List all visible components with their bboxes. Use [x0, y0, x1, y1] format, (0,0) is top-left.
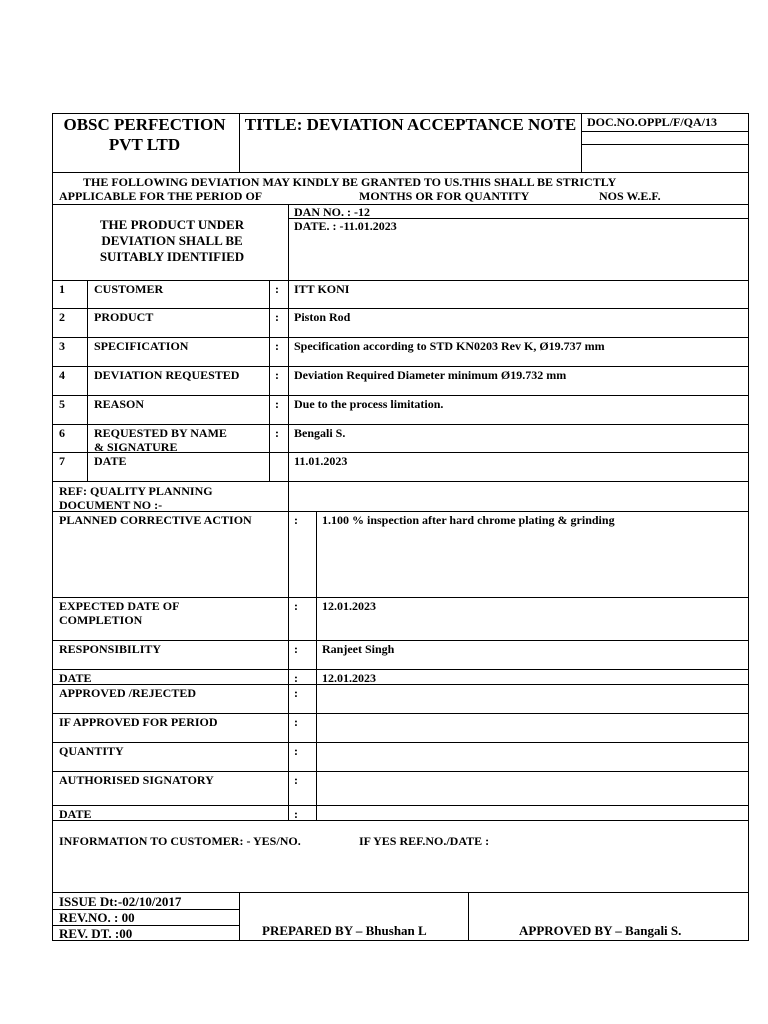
intro-line-2a: APPLICABLE FOR THE PERIOD OF — [59, 189, 263, 203]
action-label: PLANNED CORRECTIVE ACTION — [59, 513, 252, 527]
intro-line-2b: MONTHS OR FOR QUANTITY — [359, 189, 530, 203]
action-label: RESPONSIBILITY — [59, 642, 162, 656]
item-label: PRODUCT — [94, 310, 154, 324]
prepared-by: PREPARED BY – Bhushan L — [262, 923, 427, 938]
item-row — [52, 309, 749, 338]
item-colon: : — [275, 339, 279, 353]
action-label-line-2: COMPLETION — [59, 613, 143, 627]
action-row — [52, 714, 749, 743]
item-colon: : — [275, 310, 279, 324]
item-label-line-2: & SIGNATURE — [94, 440, 178, 454]
dan-date: DATE. : -11.01.2023 — [294, 219, 397, 233]
action-colon: : — [294, 807, 298, 821]
issue-date: ISSUE Dt:-02/10/2017 — [59, 894, 182, 909]
item-row — [52, 338, 749, 367]
item-label: DATE — [94, 454, 127, 468]
action-value: 12.01.2023 — [322, 671, 376, 685]
action-colon: : — [294, 715, 298, 729]
reference-row — [52, 482, 749, 512]
action-colon: : — [294, 513, 298, 527]
action-label: APPROVED /REJECTED — [59, 686, 197, 700]
item-row — [52, 281, 749, 309]
form-title: TITLE: DEVIATION ACCEPTANCE NOTE — [244, 115, 577, 134]
action-colon: : — [294, 671, 298, 685]
item-label: SPECIFICATION — [94, 339, 189, 353]
item-number: 4 — [59, 368, 65, 382]
action-label: DATE — [59, 807, 92, 821]
doc-number: DOC.NO.OPPL/F/QA/13 — [587, 115, 717, 129]
item-number: 5 — [59, 397, 65, 411]
title-cell — [239, 114, 581, 172]
action-colon: : — [294, 744, 298, 758]
action-colon: : — [294, 773, 298, 787]
action-label: DATE — [59, 671, 92, 685]
item-value: 11.01.2023 — [294, 454, 348, 468]
item-value: Piston Rod — [294, 310, 351, 324]
revision-number: REV.NO. : 00 — [59, 910, 135, 925]
item-number: 2 — [59, 310, 65, 324]
reference-line-1: REF: QUALITY PLANNING — [59, 484, 213, 498]
doc-no-cell — [581, 114, 748, 172]
item-value: Bengali S. — [294, 426, 346, 440]
action-value: Ranjeet Singh — [322, 642, 395, 656]
item-colon: : — [275, 368, 279, 382]
item-label: DEVIATION REQUESTED — [94, 368, 240, 382]
dan-number: DAN NO. : -12 — [294, 205, 370, 219]
item-value: Deviation Required Diameter minimum Ø19.732 mm — [294, 368, 567, 382]
action-label: QUANTITY — [59, 744, 124, 758]
action-row — [52, 685, 749, 714]
action-value: 12.01.2023 — [322, 599, 376, 613]
deviation-acceptance-form — [52, 113, 749, 941]
action-row — [52, 598, 749, 641]
approved-by-cell — [468, 893, 748, 940]
item-colon: : — [275, 397, 279, 411]
form-footer — [52, 893, 749, 941]
action-label: AUTHORISED SIGNATORY — [59, 773, 214, 787]
customer-info-text: INFORMATION TO CUSTOMER: - YES/NO. — [59, 834, 301, 848]
action-row — [52, 743, 749, 772]
item-colon: : — [275, 282, 279, 296]
intro-line-1: THE FOLLOWING DEVIATION MAY KINDLY BE GRANTED TO US.THIS SHALL BE STRICTLY — [83, 175, 617, 189]
prepared-by-cell — [239, 893, 468, 940]
customer-info-row — [52, 821, 749, 893]
action-value: 1.100 % inspection after hard chrome plating & grinding — [322, 513, 615, 527]
item-row — [52, 367, 749, 396]
revision-block — [53, 893, 239, 940]
item-row — [52, 453, 749, 482]
item-label: REASON — [94, 397, 145, 411]
item-row — [52, 425, 749, 453]
action-row — [52, 772, 749, 806]
action-label: IF APPROVED FOR PERIOD — [59, 715, 218, 729]
form-header — [52, 113, 749, 173]
item-number: 1 — [59, 282, 65, 296]
item-row — [52, 396, 749, 425]
dan-cell — [288, 205, 748, 280]
revision-date: REV. DT. :00 — [59, 926, 133, 941]
action-label: EXPECTED DATE OF — [59, 599, 180, 613]
identification-row — [52, 205, 749, 281]
action-row — [52, 806, 749, 821]
intro-statement — [52, 173, 749, 205]
action-colon: : — [294, 686, 298, 700]
item-label: CUSTOMER — [94, 282, 164, 296]
item-value: Due to the process limitation. — [294, 397, 444, 411]
item-colon: : — [275, 426, 279, 440]
action-row — [52, 641, 749, 670]
reference-line-2: DOCUMENT NO :- — [59, 498, 163, 512]
item-label: REQUESTED BY NAME — [94, 426, 227, 440]
item-value: Specification according to STD KN0203 Rev K, Ø19.737 mm — [294, 339, 605, 353]
identification-note: THE PRODUCT UNDER DEVIATION SHALL BE SUITABLY IDENTIFIED — [99, 217, 245, 264]
item-value: ITT KONI — [294, 282, 350, 296]
action-colon: : — [294, 599, 298, 613]
approved-by: APPROVED BY – Bangali S. — [519, 923, 682, 938]
item-number: 3 — [59, 339, 65, 353]
action-row — [52, 512, 749, 598]
item-number: 6 — [59, 426, 65, 440]
customer-info-ref: IF YES REF.NO./DATE : — [359, 834, 490, 848]
intro-line-2c: NOS W.E.F. — [599, 189, 661, 203]
action-colon: : — [294, 642, 298, 656]
action-row — [52, 670, 749, 685]
company-name: OBSC PERFECTION PVT LTD — [63, 115, 226, 154]
item-number: 7 — [59, 454, 65, 468]
